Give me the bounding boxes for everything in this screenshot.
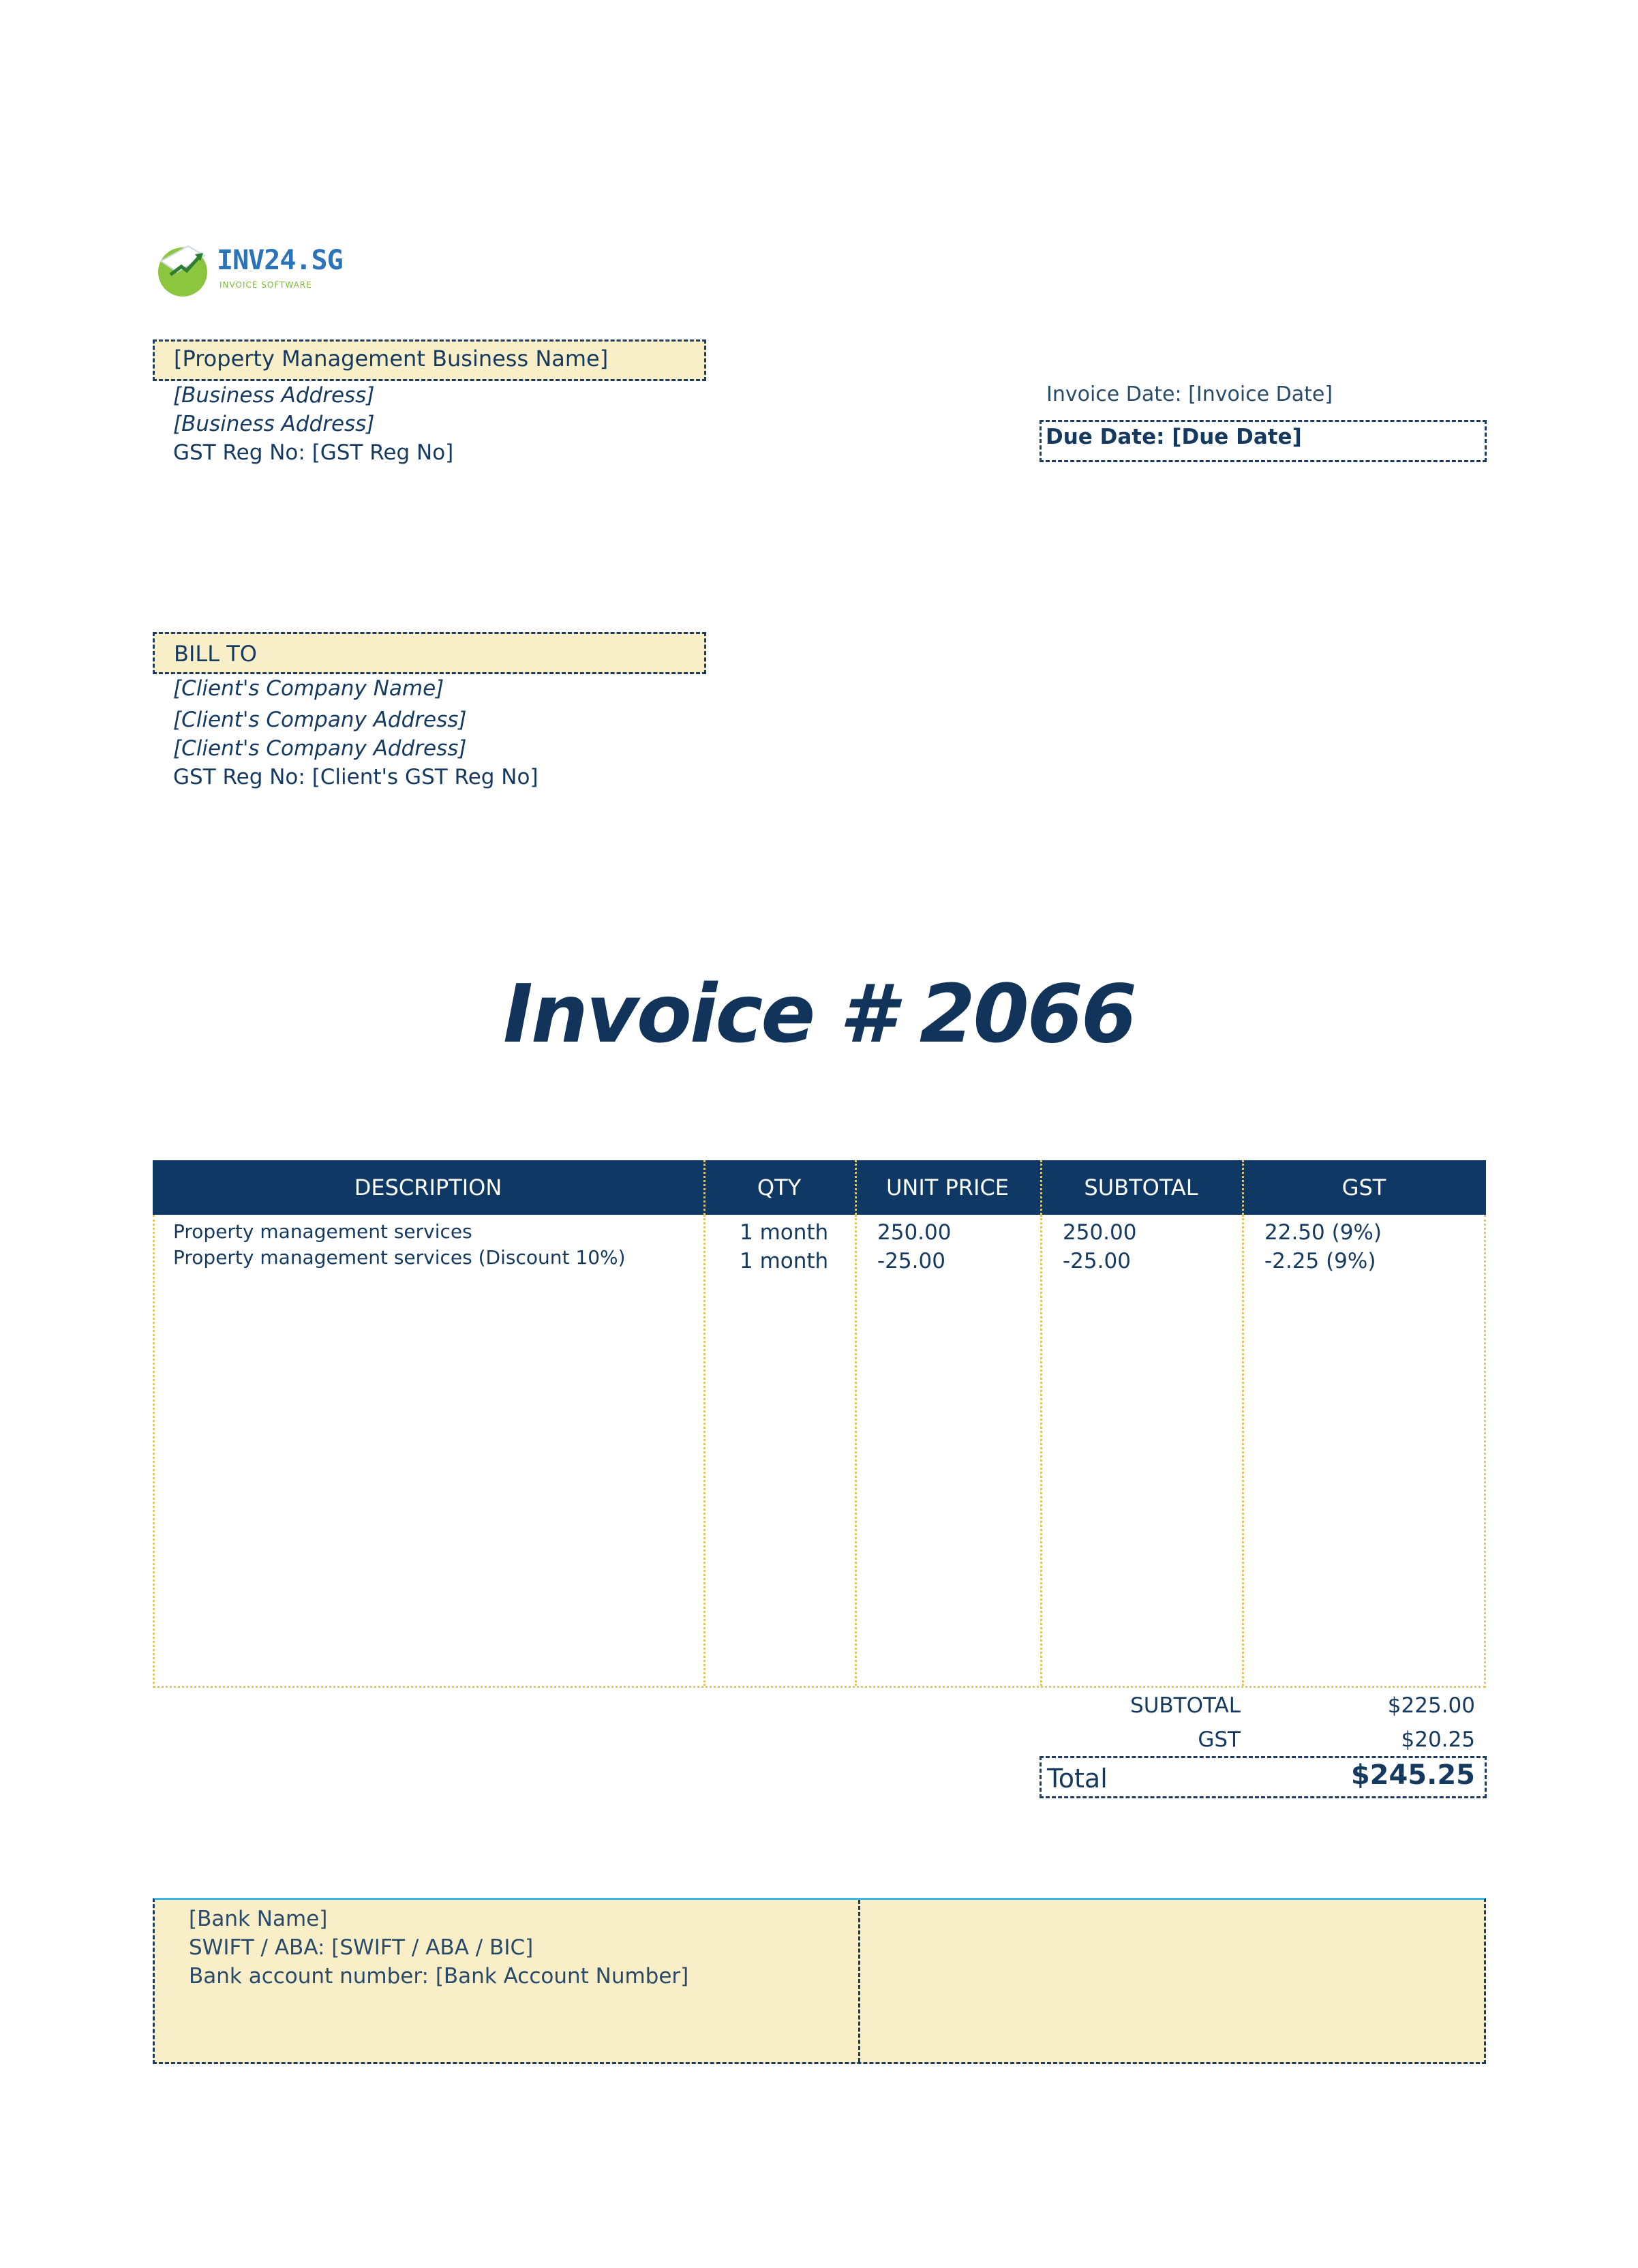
header-subtotal: SUBTOTAL — [1084, 1175, 1198, 1200]
items-table-header — [153, 1160, 1486, 1215]
logo-tagline: INVOICE SOFTWARE — [219, 280, 312, 290]
column-divider — [1242, 1215, 1244, 1686]
invoice-title: Invoice # 2066 — [502, 967, 1135, 1061]
row-1-gst: 22.50 (9%) — [1264, 1220, 1382, 1245]
logo-brand: INV24.SG — [217, 245, 343, 276]
row-1-description: Property management services — [173, 1220, 472, 1243]
header-divider — [1242, 1160, 1244, 1215]
gst-value: $20.25 — [1401, 1727, 1475, 1752]
business-name: [Property Management Business Name] — [153, 339, 706, 381]
bill-to-heading: BILL TO — [153, 632, 706, 674]
bank-swift: SWIFT / ABA: [SWIFT / ABA / BIC] — [189, 1935, 534, 1960]
subtotal-label: SUBTOTAL — [1130, 1693, 1241, 1718]
row-1-qty: 1 month — [740, 1220, 829, 1245]
business-gst: GST Reg No: [GST Reg No] — [173, 440, 454, 465]
client-address-1: [Client's Company Address] — [173, 708, 467, 732]
header-divider — [1040, 1160, 1042, 1215]
row-2-subtotal: -25.00 — [1063, 1249, 1131, 1273]
header-qty: QTY — [757, 1175, 802, 1200]
column-divider — [855, 1215, 857, 1686]
row-1-subtotal: 250.00 — [1063, 1220, 1137, 1245]
subtotal-value: $225.00 — [1387, 1693, 1475, 1718]
header-gst: GST — [1341, 1175, 1386, 1200]
items-table-body — [153, 1215, 1486, 1688]
row-2-gst: -2.25 (9%) — [1264, 1249, 1376, 1273]
bank-panel-divider — [858, 1900, 860, 2062]
client-company-name: [Client's Company Name] — [173, 676, 444, 701]
column-divider — [703, 1215, 706, 1686]
client-gst: GST Reg No: [Client's GST Reg No] — [173, 765, 539, 789]
total-label: Total — [1047, 1764, 1108, 1794]
gst-label: GST — [1198, 1727, 1241, 1752]
header-unit-price: UNIT PRICE — [885, 1175, 1010, 1200]
business-address-1: [Business Address] — [173, 383, 375, 408]
column-divider — [1040, 1215, 1042, 1686]
row-2-description: Property management services (Discount 10%) — [173, 1246, 626, 1269]
due-date: Due Date: [Due Date] — [1040, 420, 1487, 462]
row-1-unit-price: 250.00 — [877, 1220, 952, 1245]
bank-name: [Bank Name] — [189, 1907, 328, 1931]
header-description: DESCRIPTION — [354, 1175, 502, 1200]
row-2-unit-price: -25.00 — [877, 1249, 945, 1273]
header-divider — [855, 1160, 857, 1215]
total-box — [1040, 1756, 1487, 1798]
logo-badge-icon — [154, 241, 211, 298]
company-logo — [154, 241, 345, 299]
bank-account-number: Bank account number: [Bank Account Number] — [189, 1964, 689, 1989]
client-address-2: [Client's Company Address] — [173, 736, 467, 761]
row-2-qty: 1 month — [740, 1249, 829, 1273]
business-address-2: [Business Address] — [173, 412, 375, 436]
header-divider — [703, 1160, 706, 1215]
bank-details-panel — [153, 1898, 1486, 2064]
invoice-date: Invoice Date: [Invoice Date] — [1046, 382, 1333, 406]
total-value: $245.25 — [1350, 1759, 1475, 1791]
